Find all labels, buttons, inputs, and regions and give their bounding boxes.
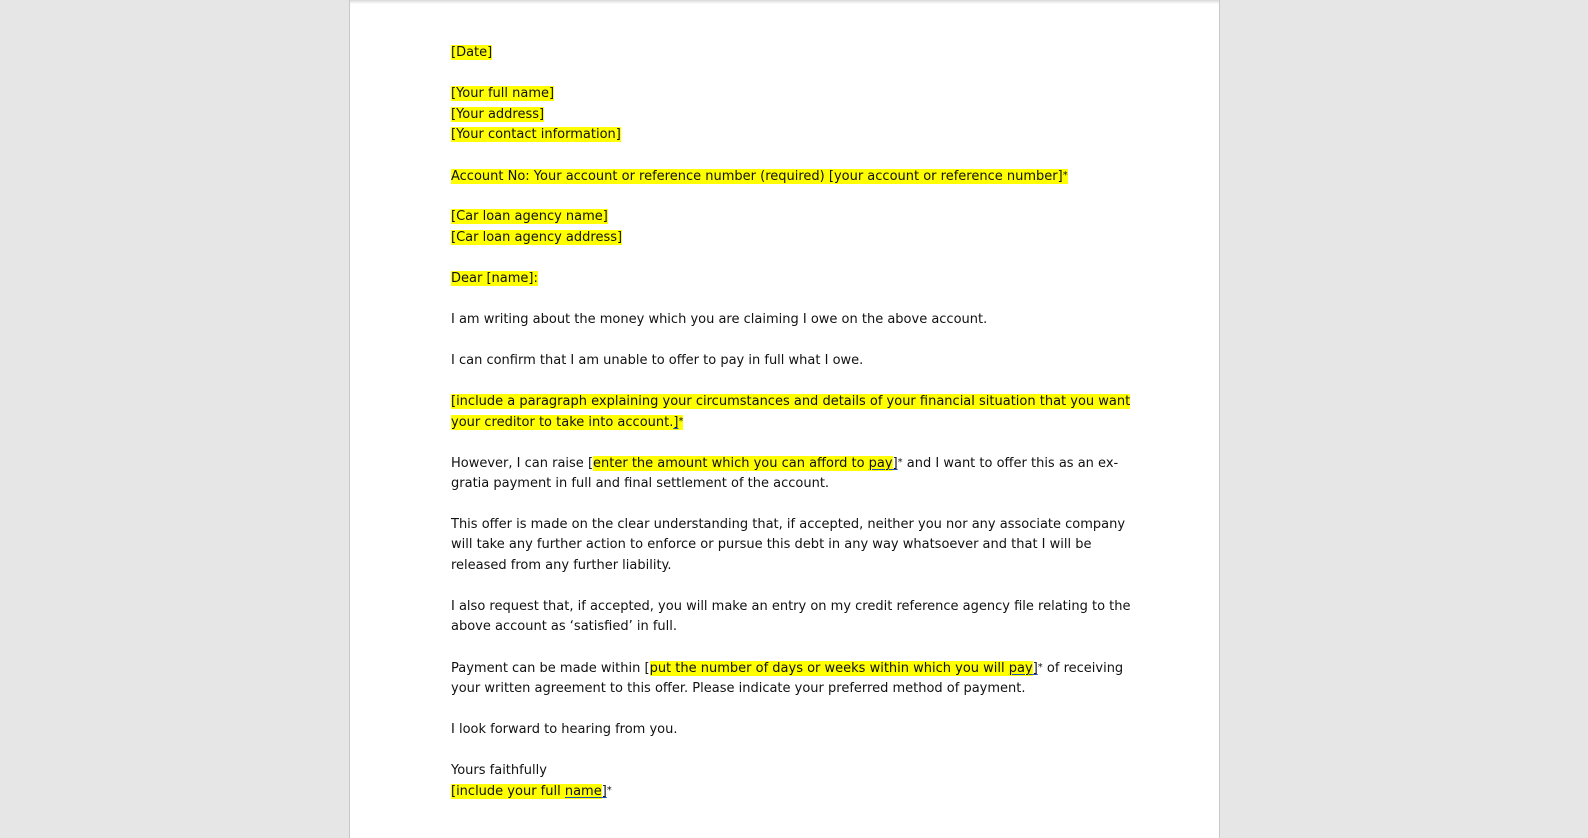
payment-paragraph-line-2: your written agreement to this offer. Please indicate your preferred method of payment. (451, 680, 1026, 696)
date-line (451, 43, 1119, 64)
amount-placeholder-underlined: pay (868, 456, 893, 471)
required-marker: * (897, 457, 903, 468)
paragraph-2: I can confirm that I am unable to offer to pay in full what I owe. (451, 352, 864, 368)
sender-contact-placeholder[interactable]: [Your contact information] (451, 127, 621, 142)
condition-paragraph-line-2: will take any further action to enforce or pursue this debt in any way whatsoever and that I will be (451, 537, 1092, 552)
condition-paragraph-line-3: released from any further liability. (451, 557, 672, 573)
sender-contact-line (451, 125, 1119, 146)
closing-remark: I look forward to hearing from you. (451, 721, 678, 737)
agency-name-placeholder[interactable]: [Car loan agency name] (451, 209, 608, 224)
account-number-field[interactable] (451, 169, 1068, 184)
payment-timeframe-underlined: pay (1008, 661, 1033, 676)
paragraph-1: I am writing about the money which you are claiming I owe on the above account. (451, 311, 988, 327)
required-marker: * (1037, 662, 1043, 673)
date-placeholder[interactable]: [Date] (451, 45, 493, 60)
signature-placeholder[interactable] (451, 784, 602, 799)
payment-timeframe-text: put the number of days or weeks within which you will (649, 661, 1009, 676)
circumstances-paragraph-line-1 (451, 392, 1131, 413)
document-page[interactable] (349, 0, 1220, 838)
payment-timeframe-placeholder[interactable] (650, 661, 1033, 676)
sender-address-line (451, 105, 1119, 126)
required-marker: * (1062, 170, 1068, 181)
salutation-line (451, 269, 1119, 290)
letter-body[interactable] (451, 43, 1131, 802)
signature-name-underlined: name (564, 784, 602, 799)
required-marker: * (678, 416, 684, 427)
credit-file-paragraph-line-2: above account as ‘satisfied’ in full. (451, 619, 678, 634)
payment-paragraph-line-1 (451, 658, 1124, 679)
condition-paragraph-line-1: This offer is made on the clear understanding that, if accepted, neither you nor any associate company (451, 516, 1126, 532)
circumstances-placeholder-part-1[interactable]: [include a paragraph explaining your circumstances and details of your financial situation that you want (451, 393, 1131, 409)
offer-suffix: and I want to offer this as an ex- (902, 456, 1119, 471)
credit-file-paragraph-line-1: I also request that, if accepted, you will make an entry on my credit reference agency file relating to the (451, 598, 1131, 614)
account-number-text: Account No: Your account or reference number (required) [your account or reference number] (451, 169, 1063, 184)
payment-prefix: Payment can be made within [ (451, 661, 650, 676)
amount-placeholder[interactable] (593, 456, 893, 471)
offer-prefix: However, I can raise [ (451, 456, 594, 471)
agency-name-line (451, 207, 1119, 228)
circumstances-placeholder-part-2[interactable] (451, 415, 683, 430)
signature-line (451, 781, 1119, 802)
circumstances-bracket: ] (673, 415, 679, 430)
closing-line: Yours faithfully (451, 762, 547, 778)
circumstances-paragraph-line-2 (451, 412, 1119, 433)
salutation-placeholder[interactable]: Dear [name]: (451, 270, 538, 286)
offer-paragraph-line-2: gratia payment in full and final settlement of the account. (451, 475, 830, 491)
payment-suffix: of receiving (1042, 661, 1124, 676)
amount-close-bracket: ] (892, 456, 898, 471)
offer-paragraph-line-1 (451, 453, 1119, 474)
sender-name-line (451, 84, 1119, 105)
agency-address-placeholder[interactable]: [Car loan agency address] (451, 229, 623, 245)
circumstances-text: your creditor to take into account. (451, 415, 674, 430)
signature-close-bracket: ] (601, 784, 607, 799)
sender-name-placeholder[interactable]: [Your full name] (451, 86, 555, 101)
payment-close-bracket: ] (1032, 661, 1038, 676)
signature-text: [include your full (451, 784, 565, 799)
required-marker: * (606, 785, 612, 796)
agency-address-line (451, 228, 1119, 249)
account-number-line (451, 166, 1119, 187)
sender-address-placeholder[interactable]: [Your address] (451, 106, 545, 122)
amount-placeholder-text: enter the amount which you can afford to (593, 456, 869, 471)
